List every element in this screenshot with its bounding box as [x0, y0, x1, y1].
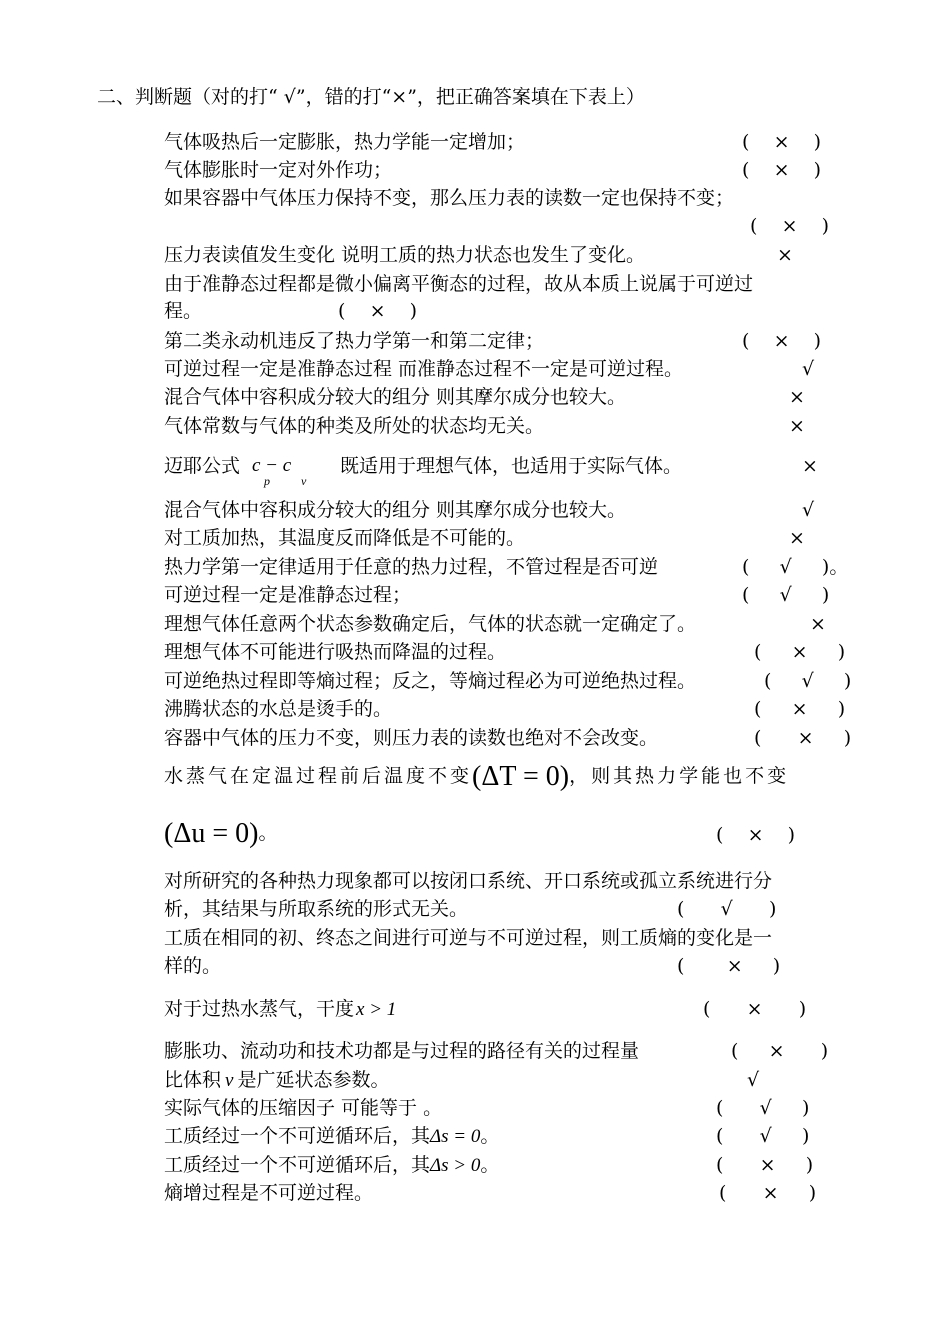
item-21-text: 对所研究的各种热力现象都可以按闭口系统、开口系统或孤立系统进行分: [164, 870, 773, 892]
item-23-math: x > 1: [356, 999, 397, 1020]
item-17-answer: ( √ ): [764, 670, 852, 692]
item-12-text: 对工质加热，其温度反而降低是不可能的。: [164, 527, 526, 549]
item-27-text-a: 工质经过一个不可逆循环后，其: [164, 1125, 431, 1147]
item-28-math: Δs > 0: [430, 1155, 481, 1176]
item-14-text: 可逆过程一定是准静态过程；: [164, 584, 412, 606]
item-1-text: 气体吸热后一定膨胀，热力学能一定增加；: [164, 131, 526, 153]
item-27-answer: ( √ ): [716, 1125, 810, 1147]
item-6-answer: ( × ): [742, 330, 822, 352]
item-20-text-b: ，则其热力学能也不变: [569, 765, 790, 787]
item-22-text: 工质在相同的初、终态之间进行可逆与不可逆过程，则工质熵的变化是一: [164, 927, 773, 949]
item-10-answer: ×: [802, 455, 818, 477]
item-21-answer: ( √ ): [677, 898, 777, 920]
item-16-text: 理想气体不可能进行吸热而降温的过程。: [164, 641, 507, 663]
item-8-answer: ×: [789, 386, 805, 408]
item-13-answer: ( √ )。: [742, 556, 849, 578]
item-27-text: [164, 1125, 499, 1148]
item-3-answer: ( × ): [750, 215, 830, 237]
item-23-text-a: 对于过热水蒸气，干度: [164, 998, 355, 1020]
item-26-text: 实际气体的压缩因子 可能等于 。: [164, 1097, 443, 1119]
item-14-answer: ( √ ): [742, 584, 830, 606]
item-9-text: 气体常数与气体的种类及所处的状态均无关。: [164, 415, 545, 437]
item-22-answer: ( × ): [677, 955, 781, 977]
item-28-text: [164, 1154, 499, 1177]
item-16-answer: ( × ): [754, 641, 846, 663]
item-13-text: 热力学第一定律适用于任意的热力过程，不管过程是否可逆: [164, 556, 659, 578]
item-4-answer: ×: [777, 244, 793, 266]
item-10-text: 迈耶公式: [164, 455, 241, 477]
item-11-answer: √: [802, 499, 815, 521]
item-15-answer: ×: [810, 613, 826, 635]
item-20-text-cont: [164, 818, 278, 849]
item-20-text-a: 水蒸气在定温过程前后温度不变: [164, 765, 473, 787]
item-28-answer: ( × ): [716, 1154, 814, 1176]
item-7-text: 可逆过程一定是准静态过程 而准静态过程不一定是可逆过程。: [164, 358, 684, 380]
item-18-text: 沸腾状态的水总是烫手的。: [164, 698, 393, 720]
item-20-text: [164, 761, 790, 792]
item-24-answer: ( × ): [731, 1040, 829, 1062]
item-25-math: v: [225, 1070, 234, 1091]
item-27-text-b: 。: [480, 1125, 500, 1147]
item-12-answer: ×: [789, 527, 805, 549]
item-26-answer: ( √ ): [716, 1097, 810, 1119]
item-24-text: 膨胀功、流动功和技术功都是与过程的路径有关的过程量: [164, 1040, 640, 1062]
item-5-answer: ( × ): [338, 300, 418, 322]
item-4-text: 压力表读值发生变化 说明工质的热力状态也发生了变化。: [164, 244, 646, 266]
item-3-text: 如果容器中气体压力保持不变，那么压力表的读数一定也保持不变；: [164, 187, 735, 209]
item-1-answer: ( × ): [742, 131, 822, 153]
section-heading: 二、判断题（对的打“ √”，错的打“×”，把正确答案填在下表上）: [97, 86, 645, 108]
item-25-text-a: 比体积: [164, 1069, 222, 1091]
item-18-answer: ( × ): [754, 698, 846, 720]
item-17-text: 可逆绝热过程即等熵过程；反之，等熵过程必为可逆绝热过程。: [164, 670, 697, 692]
item-29-text: 熵增过程是不可逆过程。: [164, 1182, 374, 1204]
mayer-formula: c − c: [252, 455, 292, 476]
item-23-answer: ( × ): [703, 998, 807, 1020]
item-27-math: Δs = 0: [430, 1126, 481, 1147]
item-5-text: 由于准静态过程都是微小偏离平衡态的过程，故从本质上说属于可逆过: [164, 273, 754, 295]
item-28-text-a: 工质经过一个不可逆循环后，其: [164, 1154, 431, 1176]
item-10-text-after: 既适用于理想气体，也适用于实际气体。: [340, 455, 683, 477]
item-7-answer: √: [802, 358, 815, 380]
item-29-answer: ( × ): [719, 1182, 817, 1204]
item-21-text-cont: 析，其结果与所取系统的形式无关。: [164, 898, 469, 920]
mayer-sub-p: p: [264, 474, 270, 488]
item-2-text: 气体膨胀时一定对外作功；: [164, 159, 393, 181]
item-9-answer: ×: [789, 415, 805, 437]
item-20-text-c: 。: [258, 822, 278, 844]
item-25-text: [164, 1069, 389, 1092]
item-6-text: 第二类永动机违反了热力学第一和第二定律；: [164, 330, 545, 352]
item-2-answer: ( × ): [742, 159, 822, 181]
item-11-text: 混合气体中容积成分较大的组分 则其摩尔成分也较大。: [164, 499, 627, 521]
item-20-answer: ( × ): [716, 824, 796, 846]
item-19-answer: ( × ): [754, 727, 852, 749]
item-15-text: 理想气体任意两个状态参数确定后，气体的状态就一定确定了。: [164, 613, 697, 635]
item-19-text: 容器中气体的压力不变，则压力表的读数也绝对不会改变。: [164, 727, 659, 749]
item-25-answer: √: [747, 1069, 760, 1091]
item-20-math: (ΔT = 0): [472, 761, 570, 792]
item-20-math-2: (Δu = 0): [164, 818, 259, 849]
item-23-text: [164, 998, 396, 1021]
item-8-text: 混合气体中容积成分较大的组分 则其摩尔成分也较大。: [164, 386, 627, 408]
item-25-text-b: 是广延状态参数。: [237, 1069, 390, 1091]
item-28-text-b: 。: [480, 1154, 500, 1176]
item-5-text-cont: 程。: [164, 300, 203, 322]
item-22-text-cont: 样的。: [164, 955, 222, 977]
mayer-sub-v: v: [301, 474, 307, 488]
